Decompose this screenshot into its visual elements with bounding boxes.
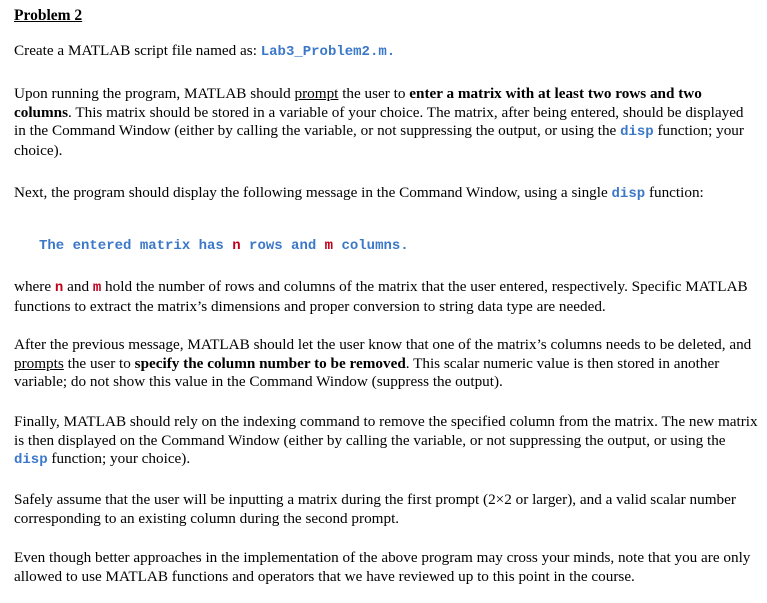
filename-intro-text: Create a MATLAB script file named as: (14, 42, 261, 59)
dimensions-text-a: where (14, 278, 55, 295)
display-message (39, 237, 409, 256)
assumption-paragraph: Safely assume that the user will be inputting a matrix during the first prompt (2×2 or larger), and a valid scalar number corresponding to an existing column during the second prompt. (14, 491, 736, 527)
script-filename: Lab3_Problem2.m. (260, 44, 396, 60)
input-text-d: function; your choice). (14, 122, 744, 159)
indexing-paragraph (14, 413, 759, 470)
removal-text-c: . This scalar numeric value is then stored in another variable; do not show this value in the Command Window (suppress the output). (14, 354, 720, 390)
problem-title: Problem 2 (14, 7, 83, 24)
columns-variable: m (324, 238, 334, 254)
disp-function: disp (14, 452, 48, 468)
columns-variable: m (92, 280, 102, 296)
disp-function: disp (611, 186, 646, 202)
removal-text-a: After the previous message, MATLAB should let the user know that one of the matrix’s columns needs to be deleted, and (14, 336, 752, 353)
message-intro-paragraph (14, 184, 759, 204)
dimensions-paragraph (14, 278, 759, 316)
prompts-term: prompts (14, 354, 64, 372)
restriction-paragraph: Even though better approaches in the implementation of the above program may cross your minds, note that you are only allowed to use MATLAB functions and operators that we have reviewed up to this point in the course. (14, 549, 751, 585)
message-text-b: rows and (240, 238, 325, 254)
matrix-requirement: enter a matrix with at least two rows and two columns (14, 85, 702, 121)
input-text-a: Upon running the program, MATLAB should (14, 85, 295, 102)
disp-function: disp (620, 124, 654, 140)
column-requirement: specify the column number to be removed (134, 354, 406, 372)
message-intro-end: function: (645, 184, 704, 201)
input-text-c: . This matrix should be stored in a variable of your choice. The matrix, after being entered, should be displayed in the Command Window (either by calling the variable, or not suppressing the output, or using the (14, 103, 744, 139)
column-removal-paragraph (14, 336, 759, 392)
rows-variable: n (54, 280, 64, 296)
filename-paragraph (14, 42, 759, 62)
indexing-text-a: Finally, MATLAB should rely on the indexing command to remove the specified column from the matrix. The new matrix is then displayed on the Command Window (either by calling the variable, or not suppressing the output, or using the (14, 413, 758, 449)
input-text-b: the user to (338, 85, 410, 102)
prompt-term: prompt (294, 85, 339, 102)
rows-variable: n (232, 238, 241, 254)
message-text-c: columns. (333, 238, 409, 254)
dimensions-text-c: hold the number of rows and columns of the matrix that the user entered, respectively. Specific MATLAB functions to extract the matrix’s dimensions and proper conversion to string data type are needed. (14, 278, 748, 315)
dimensions-text-b: and (63, 278, 93, 295)
message-intro-text: Next, the program should display the following message in the Command Window, using a single (14, 184, 612, 201)
removal-text-b: the user to (63, 354, 135, 372)
input-paragraph (14, 85, 759, 160)
indexing-text-b: function; your choice). (47, 450, 191, 467)
message-text-a: The entered matrix has (39, 238, 233, 254)
